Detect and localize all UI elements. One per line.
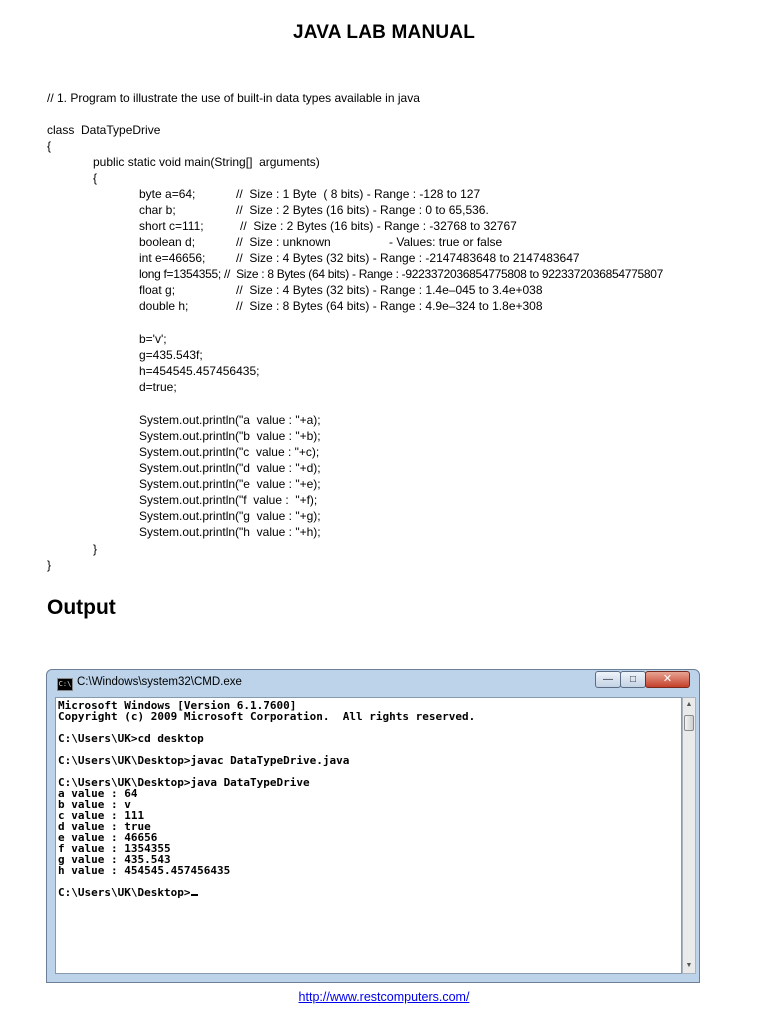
cmd-window-title: C:\Windows\system32\CMD.exe — [77, 676, 242, 688]
code-comment: // Size : 8 Bytes (64 bits) - Range : 4.9e–324 to 1.8e+308 — [236, 299, 543, 313]
code-comment: // Size : 4 Bytes (32 bits) - Range : 1.4e–045 to 3.4e+038 — [236, 283, 543, 297]
code-line: } — [93, 542, 98, 556]
cmd-titlebar[interactable] — [47, 670, 699, 696]
code-line: g=435.543f; — [139, 348, 203, 362]
code-line: boolean d; — [139, 235, 196, 249]
code-comment: // Size : 2 Bytes (16 bits) - Range : 0 to 65,536. — [236, 203, 489, 217]
code-line: b='v'; — [139, 332, 167, 346]
vertical-scrollbar[interactable] — [682, 697, 696, 974]
console-line: d value : true — [58, 820, 151, 833]
console-line: c value : 111 — [58, 809, 145, 822]
code-line: System.out.println("c value : "+c); — [139, 445, 320, 459]
code-comment: // Size : unknown — [236, 235, 331, 249]
code-line: class DataTypeDrive — [47, 123, 161, 137]
console-line: C:\Users\UK\Desktop>java DataTypeDrive — [58, 776, 310, 789]
scroll-thumb[interactable] — [684, 715, 694, 731]
code-line: { — [47, 139, 52, 153]
console-line: h value : 454545.457456435 — [58, 864, 231, 877]
code-line: System.out.println("b value : "+b); — [139, 429, 321, 443]
code-comment: - Values: true or false — [389, 235, 503, 249]
console-line: C:\Users\UK>cd desktop — [58, 732, 204, 745]
maximize-button[interactable]: □ — [620, 671, 646, 688]
minimize-button[interactable]: — — [595, 671, 621, 688]
code-line: System.out.println("h value : "+h); — [139, 525, 321, 539]
code-line: h=454545.457456435; — [139, 364, 260, 378]
code-line: { — [93, 171, 98, 185]
console-line: f value : 1354355 — [58, 842, 171, 855]
code-line: System.out.println("e value : "+e); — [139, 477, 321, 491]
page-title: JAVA LAB MANUAL — [292, 22, 476, 43]
console-line: Copyright (c) 2009 Microsoft Corporation. All rights reserved. — [58, 710, 476, 723]
code-line: long f=1354355; // Size : 8 Bytes (64 bits) - Range : -9223372036854775808 to 9223372036854775807 — [139, 267, 664, 281]
code-comment-line: // 1. Program to illustrate the use of built-in data types available in java — [47, 91, 420, 105]
code-line: System.out.println("d value : "+d); — [139, 461, 321, 475]
code-line: d=true; — [139, 380, 177, 394]
console-line: b value : v — [58, 798, 131, 811]
code-comment: // Size : 1 Byte ( 8 bits) - Range : -128 to 127 — [236, 187, 481, 201]
code-line: short c=111; — [139, 219, 204, 233]
cmd-icon: C:\ — [57, 678, 73, 691]
code-line: System.out.println("a value : "+a); — [139, 413, 321, 427]
code-line: System.out.println("g value : "+g); — [139, 509, 321, 523]
footer-website-link[interactable]: http://www.restcomputers.com/ — [298, 990, 470, 1004]
scroll-down-arrow-icon[interactable]: ▼ — [685, 962, 693, 969]
console-line: e value : 46656 — [58, 831, 158, 844]
code-line: float g; — [139, 283, 176, 297]
cmd-window[interactable] — [46, 669, 700, 983]
console-line: Microsoft Windows [Version 6.1.7600] — [58, 699, 297, 712]
code-line: public static void main(String[] arguments) — [93, 155, 320, 169]
text-cursor — [191, 894, 198, 896]
code-line: } — [47, 558, 52, 572]
output-heading: Output — [47, 596, 116, 619]
code-line: double h; — [139, 299, 189, 313]
code-comment: // Size : 2 Bytes (16 bits) - Range : -32768 to 32767 — [240, 219, 517, 233]
console-line: a value : 64 — [58, 787, 138, 800]
code-line: char b; — [139, 203, 176, 217]
code-comment: // Size : 4 Bytes (32 bits) - Range : -2147483648 to 2147483647 — [236, 251, 580, 265]
console-output[interactable] — [55, 697, 682, 974]
code-line: System.out.println("f value : "+f); — [139, 493, 318, 507]
console-line: g value : 435.543 — [58, 853, 171, 866]
code-line: int e=46656; — [139, 251, 206, 265]
console-prompt-text: C:\Users\UK\Desktop> — [58, 886, 191, 899]
close-button[interactable]: ✕ — [645, 671, 690, 688]
console-line: C:\Users\UK\Desktop>javac DataTypeDrive.java — [58, 754, 350, 767]
console-prompt — [58, 887, 198, 898]
scroll-up-arrow-icon[interactable]: ▲ — [685, 701, 693, 708]
code-line: byte a=64; — [139, 187, 196, 201]
